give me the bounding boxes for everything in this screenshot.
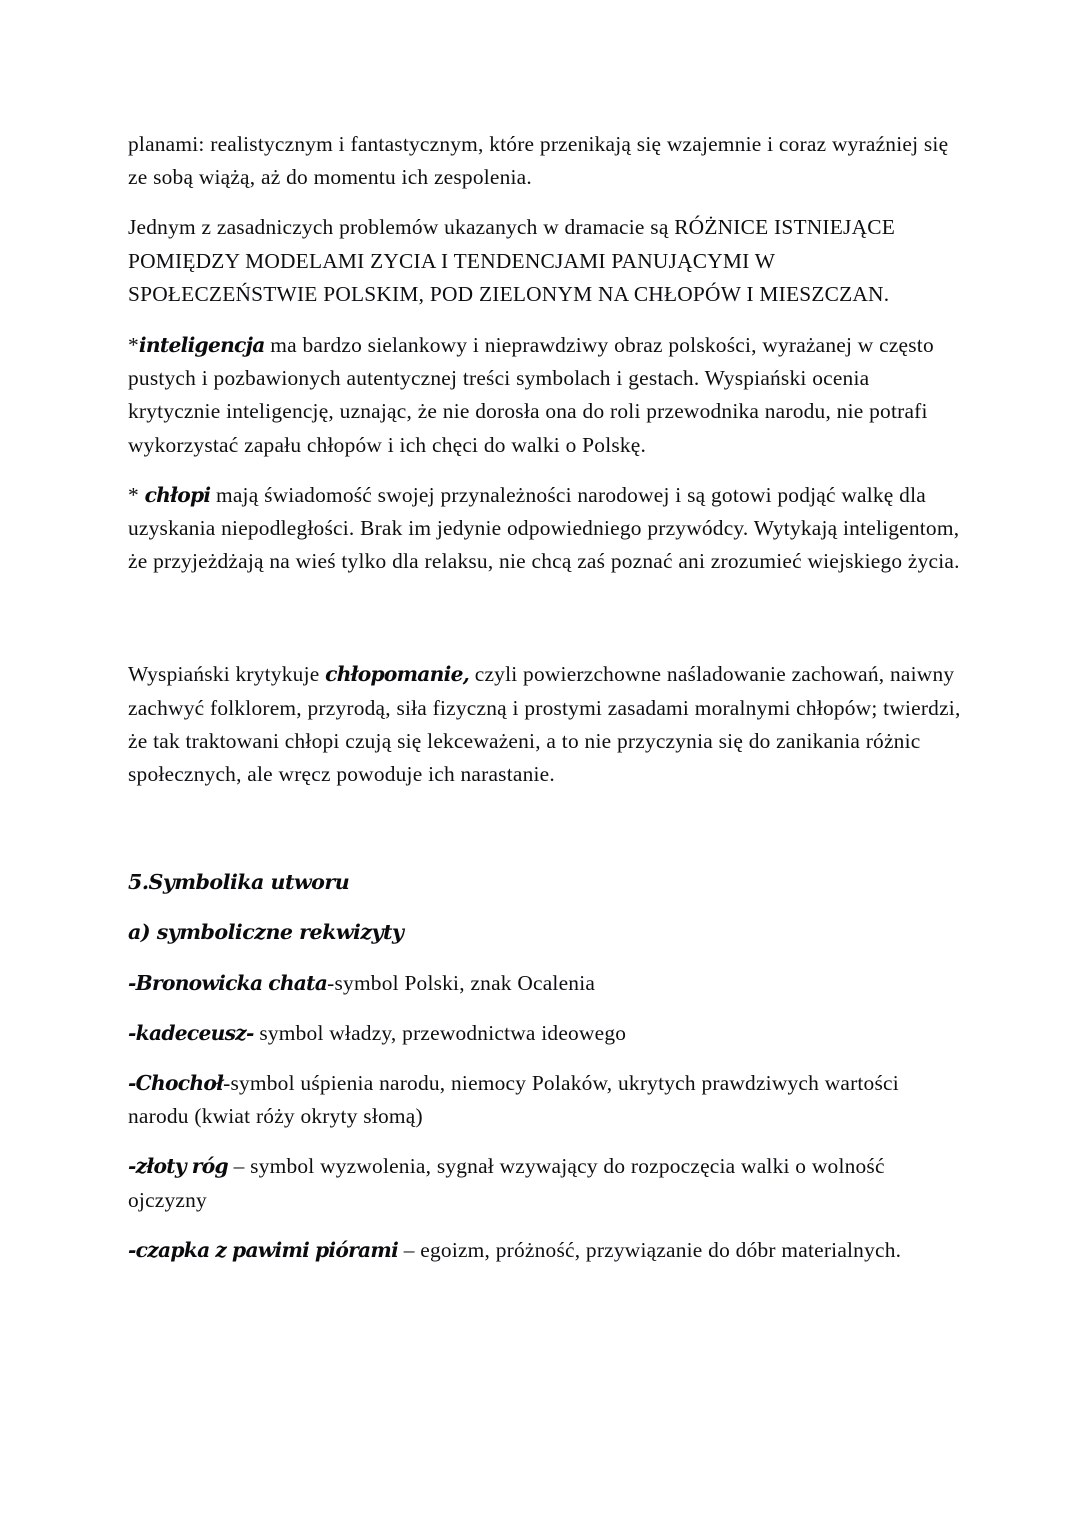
list-item-zloty-rog bbox=[128, 1150, 962, 1216]
document-body bbox=[128, 128, 962, 1267]
list-item-chochol bbox=[128, 1067, 962, 1133]
heading-symbolika-utworu: 5.Symbolika utworu bbox=[128, 870, 350, 895]
script-term-chlopomanie: chłopomanie, bbox=[325, 662, 470, 687]
list-item-chochol-text: -symbol uśpienia narodu, niemocy Polaków, ukrytych prawdziwych wartości narodu (kwiat róży okryty słomą) bbox=[128, 1071, 899, 1129]
paragraph-chlopi bbox=[128, 479, 962, 579]
list-item-zloty-rog-text: – symbol wyzwolenia, sygnał wzywający do rozpoczęcia walki o wolność ojczyzny bbox=[128, 1154, 885, 1212]
blank-paragraph-spacer bbox=[128, 595, 962, 658]
script-term-chlopi: chłopi bbox=[144, 482, 211, 507]
list-item-bronowicka-chata-text: -symbol Polski, znak Ocalenia bbox=[327, 970, 596, 995]
asterisk-marker: * bbox=[128, 333, 139, 358]
list-item-kadeceusz-text: symbol władzy, przewodnictwa ideowego bbox=[253, 1020, 627, 1045]
paragraph-inteligencja-text: ma bardzo sielankowy i nieprawdziwy obraz polskości, wyrażanej w często pustych i pozbawionych autentycznej treści symbolach i gestach. Wyspiański ocenia krytycznie inteligencję, uznając, że nie dorosła ona do roli przewodnika narodu, nie potrafi wykorzystać zapału chłopów i ich chęci do walki o Polskę. bbox=[128, 333, 934, 457]
script-term-bronowicka-chata: -Bronowicka chata bbox=[128, 970, 328, 995]
paragraph-planami: planami: realistycznym i fantastycznym, które przenikają się wzajemnie i coraz wyraźniej się ze sobą wiążą, aż do momentu ich zespolenia. bbox=[128, 132, 949, 190]
asterisk-marker: * bbox=[128, 482, 145, 507]
heading-symboliczne-rekwizyty: a) symboliczne rekwizyty bbox=[128, 920, 404, 945]
paragraph-chlopi-text: mają świadomość swojej przynależności narodowej i są gotowi podjąć walkę dla uzyskania niepodległości. Brak im jedynie odpowiedniego przywódcy. Wytykają inteligentom, że przyjeżdżają na wieś tylko dla relaksu, nie chcą zaś poznać ani zrozumieć wiejskiego życia. bbox=[128, 482, 960, 574]
paragraph-inteligencja bbox=[128, 329, 962, 462]
list-item-czapka-text: – egoizm, próżność, przywiązanie do dóbr materialnych. bbox=[398, 1237, 902, 1262]
script-term-kadeceusz: -kadeceusz- bbox=[128, 1020, 254, 1045]
script-term-zloty-rog: -złoty róg bbox=[128, 1154, 228, 1179]
script-term-czapka-z-pawimi-piorami: -czapka z pawimi piórami bbox=[128, 1237, 399, 1262]
paragraph-roznice: Jednym z zasadniczych problemów ukazanych w dramacie są RÓŻNICE ISTNIEJĄCE POMIĘDZY MODELAMI ZYCIA I TENDENCJAMI PANUJĄCYMI W SPOŁECZEŃSTWIE POLSKIM, POD ZIELONYM NA CHŁOPÓW I MIESZCZAN. bbox=[128, 215, 896, 306]
script-term-chochol: -Chochoł bbox=[128, 1071, 224, 1096]
list-item-kadeceusz bbox=[128, 1017, 962, 1050]
paragraph-chlopomanie-lead: Wyspiański krytykuje bbox=[128, 662, 326, 687]
list-item-czapka-z-pawimi-piorami bbox=[128, 1234, 962, 1267]
list-item-bronowicka-chata bbox=[128, 967, 962, 1000]
paragraph-chlopomanie bbox=[128, 658, 962, 791]
paragraph-chlopomanie-text: czyli powierzchowne naśladowanie zachowań, naiwny zachwyć folklorem, przyrodą, siła fizyczną i prostymi zasadami moralnymi chłopów; twierdzi, że tak traktowani chłopi czują się lekceważeni, a to nie przyczynia się do zanikania różnic społecznych, ale wręcz powoduje ich narastanie. bbox=[128, 662, 961, 787]
script-term-inteligencja: inteligencja bbox=[138, 333, 265, 358]
blank-paragraph-spacer bbox=[128, 808, 962, 866]
